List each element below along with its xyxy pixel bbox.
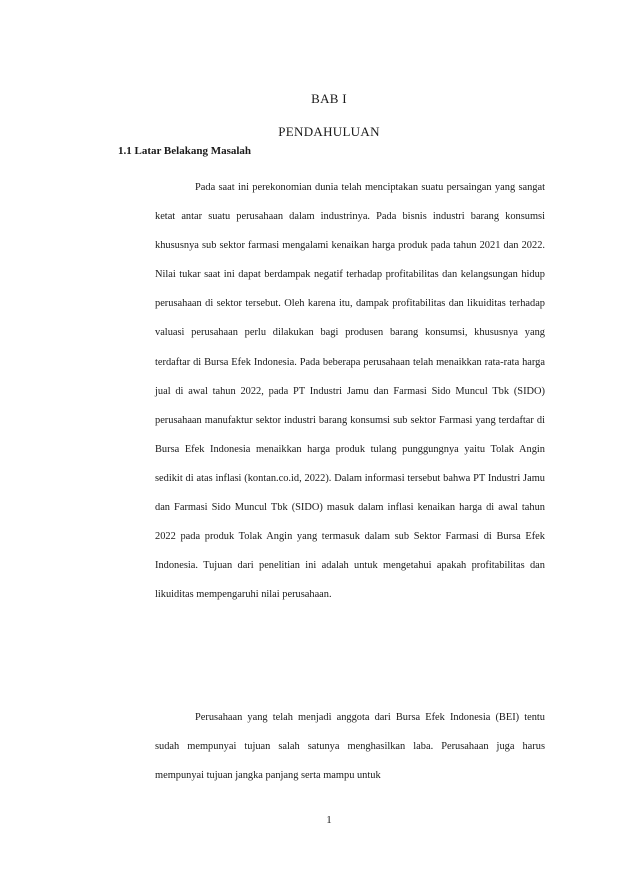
chapter-number: BAB I	[311, 91, 347, 106]
body-paragraph: Perusahaan yang telah menjadi anggota dari Bursa Efek Indonesia (BEI) tentu sudah mempunyai tujuan salah satunya menghasilkan laba. Perusahaan juga harus mempunyai tujuan jangka panjang serta mampu untuk	[155, 712, 545, 782]
body-paragraph: Pada saat ini perekonomian dunia telah menciptakan suatu persaingan yang sangat ketat antar suatu perusahaan dalam industrinya. Pada bisnis industri barang konsumsi khususnya sub sektor farmasi mengalami kenaikan harga produk pada tahun 2021 dan 2022. Nilai tukar saat ini dapat berdampak negatif terhadap profitabilitas dan kelangsungan hidup perusahaan di sektor tersebut. Oleh karena itu, dampak profitabilitas dan likuiditas terhadap valuasi perusahaan perlu dilakukan bagi produsen barang konsumsi, khususnya yang terdaftar di Bursa Efek Indonesia. Pada beberapa perusahaan telah menaikkan rata-rata harga jual di awal tahun 2022, pada PT Industri Jamu dan Farmasi Sido Muncul Tbk (SIDO) perusahaan manufaktur sektor industri barang konsumsi sub sektor Farmasi yang terdaftar di Bursa Efek Indonesia menaikkan harga produk tulang punggungnya yaitu Tolak Angin sedikit di atas inflasi (kontan.co.id, 2022). Dalam informasi tersebut bahwa PT Industri Jamu dan Farmasi Sido Muncul Tbk (SIDO) masuk dalam inflasi kenaikan harga di awal tahun 2022 pada produk Tolak Angin yang termasuk dalam sub Sektor Farmasi di Bursa Efek Indonesia. Tujuan dari penelitian ini adalah untuk mengetahui apakah profitabilitas dan likuiditas mempengaruhi nilai perusahaan.	[155, 182, 545, 601]
chapter-title: PENDAHULUAN	[278, 124, 380, 139]
section-heading: 1.1 Latar Belakang Masalah	[118, 145, 252, 157]
page-number: 1	[326, 814, 332, 826]
